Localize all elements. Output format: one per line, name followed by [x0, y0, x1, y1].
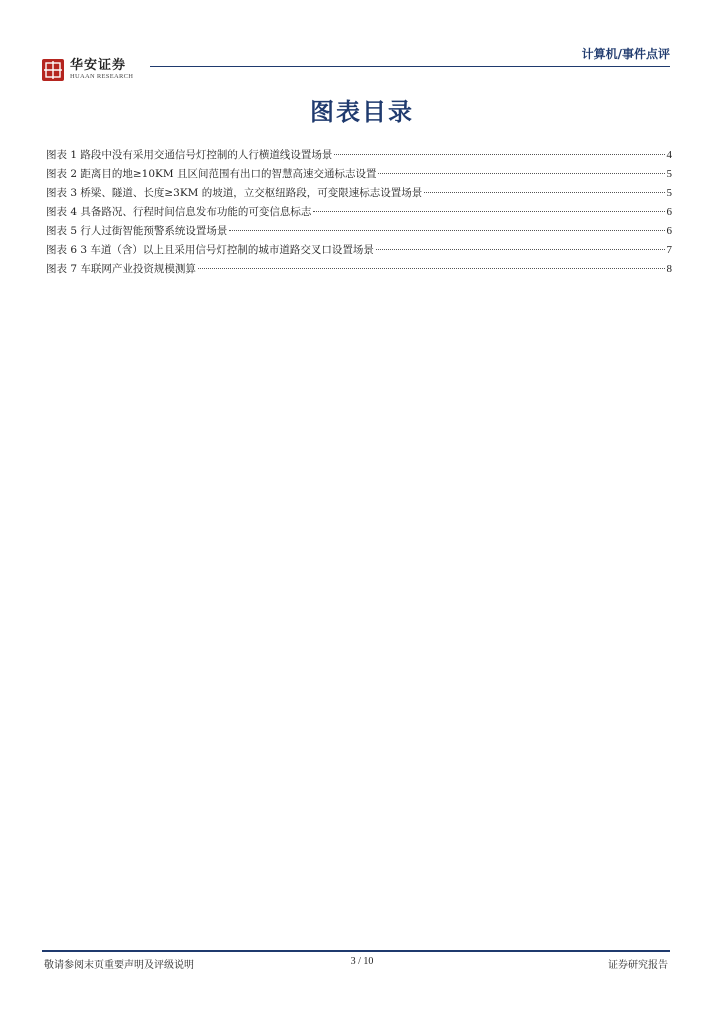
toc-item[interactable] — [46, 261, 672, 280]
header-divider — [150, 66, 670, 67]
toc-item-page: 5 — [666, 187, 672, 199]
logo-text-cn: 华安证券 — [70, 58, 127, 73]
toc-item[interactable] — [46, 147, 672, 166]
footer-disclaimer: 敬请参阅末页重要声明及评级说明 — [44, 960, 194, 971]
toc-item[interactable] — [46, 185, 672, 204]
report-type: 证券研究报告 — [608, 960, 668, 971]
toc-item[interactable] — [46, 242, 672, 261]
toc-item[interactable] — [46, 204, 672, 223]
figure-toc-list — [46, 147, 672, 280]
logo-emblem-icon — [42, 59, 64, 81]
toc-leader-dots — [313, 211, 664, 212]
toc-leader-dots — [378, 173, 664, 174]
toc-item-page: 8 — [666, 263, 672, 275]
toc-item-label: 图表 4 具备路况、行程时间信息发布功能的可变信息标志 — [46, 206, 312, 218]
toc-item-label: 图表 6 3 车道（含）以上且采用信号灯控制的城市道路交叉口设置场景 — [46, 244, 374, 256]
toc-leader-dots — [334, 154, 664, 155]
toc-item-page: 7 — [666, 244, 672, 256]
toc-item[interactable] — [46, 166, 672, 185]
toc-item[interactable] — [46, 223, 672, 242]
toc-item-page: 4 — [666, 149, 672, 161]
toc-leader-dots — [229, 230, 664, 231]
toc-leader-dots — [198, 268, 665, 269]
company-logo — [42, 57, 133, 83]
report-category: 计算机/事件点评 — [581, 47, 670, 61]
page-number: 3 / 10 — [350, 956, 374, 967]
toc-leader-dots — [376, 249, 665, 250]
footer-divider — [42, 950, 670, 952]
toc-item-page: 6 — [666, 206, 672, 218]
toc-leader-dots — [424, 192, 664, 193]
page-title: 图表目录 — [310, 98, 414, 126]
toc-item-page: 6 — [666, 225, 672, 237]
toc-item-page: 5 — [666, 168, 672, 180]
toc-item-label: 图表 7 车联网产业投资规模测算 — [46, 263, 196, 275]
toc-item-label: 图表 1 路段中没有采用交通信号灯控制的人行横道线设置场景 — [46, 149, 333, 161]
toc-item-label: 图表 2 距离目的地≥10KM 且区间范围有出口的智慧高速交通标志设置 — [46, 168, 377, 180]
toc-item-label: 图表 3 桥梁、隧道、长度≥3KM 的坡道，立交枢纽路段，可变限速标志设置场景 — [46, 187, 423, 199]
logo-text-en: HUAAN RESEARCH — [70, 73, 134, 80]
toc-item-label: 图表 5 行人过街智能预警系统设置场景 — [46, 225, 228, 237]
